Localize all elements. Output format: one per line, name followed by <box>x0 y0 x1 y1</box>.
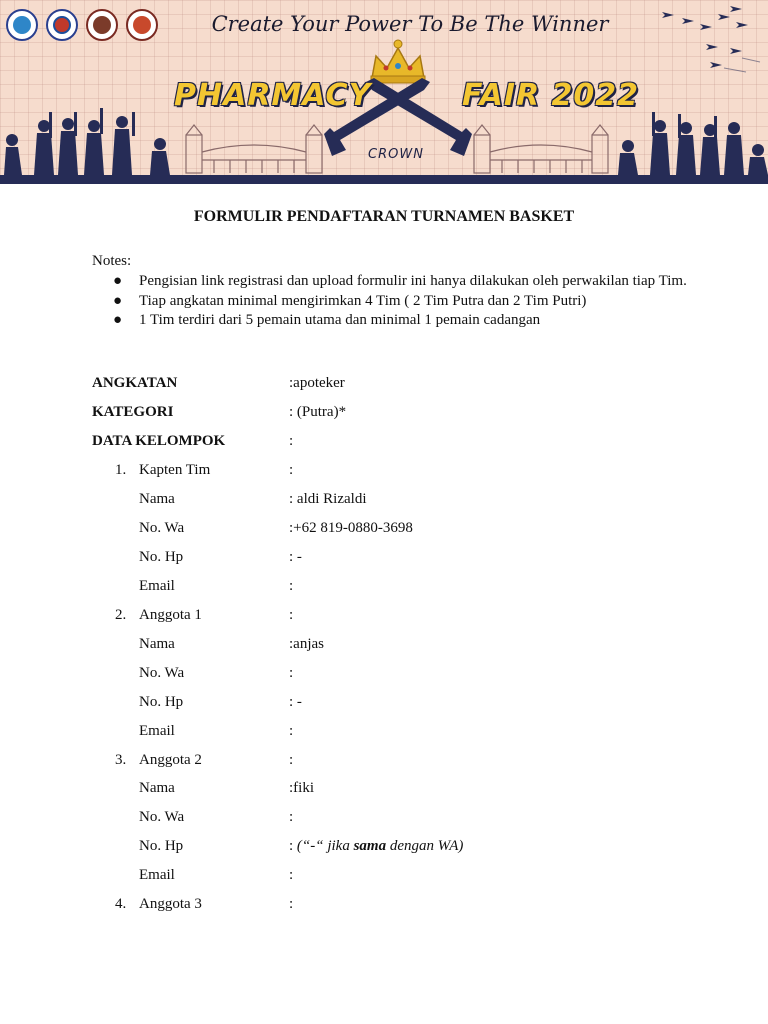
member-title-value: : <box>289 896 294 912</box>
faculty-logo-icon <box>46 9 78 41</box>
castle-right-icon <box>474 125 608 173</box>
field-label: No. Wa <box>139 809 185 825</box>
field-value: : - <box>289 694 302 710</box>
field-value: : <box>289 665 294 681</box>
field-value: : aldi Rizaldi <box>289 491 367 507</box>
kategori-value: : (Putra)* <box>289 404 347 420</box>
field-label: No. Hp <box>139 549 184 565</box>
field-value: :+62 819-0880-3698 <box>289 520 413 536</box>
field-label: No. Hp <box>139 838 184 854</box>
field-value: : <box>289 723 294 739</box>
castle-left-icon <box>186 125 322 173</box>
soldiers-left-icon <box>4 108 170 175</box>
field-label: Nama <box>139 636 175 652</box>
field-value: : <box>289 809 294 825</box>
member-title: Anggota 3 <box>139 896 202 912</box>
member-number: 2. <box>115 607 127 623</box>
form-title: FORMULIR PENDAFTARAN TURNAMEN BASKET <box>193 208 575 225</box>
banner-slogan: Create Your Power To Be The Winner <box>211 12 609 36</box>
member-title: Anggota 1 <box>139 607 202 623</box>
uin-logo-icon <box>6 9 38 41</box>
member-title-value: : <box>289 607 294 623</box>
field-label: Email <box>139 867 175 883</box>
notes-item: ● Tiap angkatan minimal mengirimkan 4 Tim ( 2 Tim Putra dan 2 Tim Putri) <box>113 292 587 309</box>
angkatan-value: :apoteker <box>289 375 345 391</box>
member-title: Kapten Tim <box>139 462 211 478</box>
notes-list <box>92 272 692 331</box>
member-number: 1. <box>115 462 127 478</box>
angkatan-label: ANGKATAN <box>92 375 178 391</box>
banner-title-right: FAIR 2022 <box>462 78 640 113</box>
crown-logo-icon <box>126 9 158 41</box>
field-label: No. Wa <box>139 520 185 536</box>
field-value: :anjas <box>289 636 324 652</box>
member-number: 4. <box>115 896 127 912</box>
field-label: No. Hp <box>139 694 184 710</box>
field-value: : (“-“ jika sama dengan WA) <box>289 838 464 854</box>
member-title: Anggota 2 <box>139 752 202 768</box>
field-label: Email <box>139 578 175 594</box>
field-value: : - <box>289 549 302 565</box>
field-value: : <box>289 867 294 883</box>
member-title-value: : <box>289 752 294 768</box>
kategori-label: KATEGORI <box>92 404 174 420</box>
banner-crown-text: CROWN <box>368 147 424 162</box>
data-kelompok-label: DATA KELOMPOK <box>92 433 226 449</box>
data-kelompok-value: : <box>289 433 294 449</box>
member-title-value: : <box>289 462 294 478</box>
crown-icon <box>371 40 425 83</box>
event-banner <box>0 0 768 184</box>
soldiers-right-icon <box>618 112 768 175</box>
notes-label: Notes: <box>92 253 132 269</box>
field-label: Nama <box>139 491 175 507</box>
jets-icon <box>662 6 748 68</box>
field-hint: (“-“ jika sama dengan WA) <box>296 838 464 854</box>
notes-item: ● 1 Tim terdiri dari 5 pemain utama dan minimal 1 pemain cadangan <box>113 312 541 328</box>
field-label: No. Wa <box>139 665 185 681</box>
field-label: Email <box>139 723 175 739</box>
banner-bottom-strip <box>0 175 768 184</box>
field-value: :fiki <box>289 780 314 796</box>
field-label: Nama <box>139 780 175 796</box>
field-value: : <box>289 578 294 594</box>
member-number: 3. <box>115 752 127 768</box>
notes-item: ● Pengisian link registrasi dan upload formulir ini hanya dilakukan oleh perwakilan tiap Tim. <box>113 273 687 289</box>
association-logo-icon <box>86 9 118 41</box>
banner-title-left: PHARMACY <box>174 78 372 113</box>
